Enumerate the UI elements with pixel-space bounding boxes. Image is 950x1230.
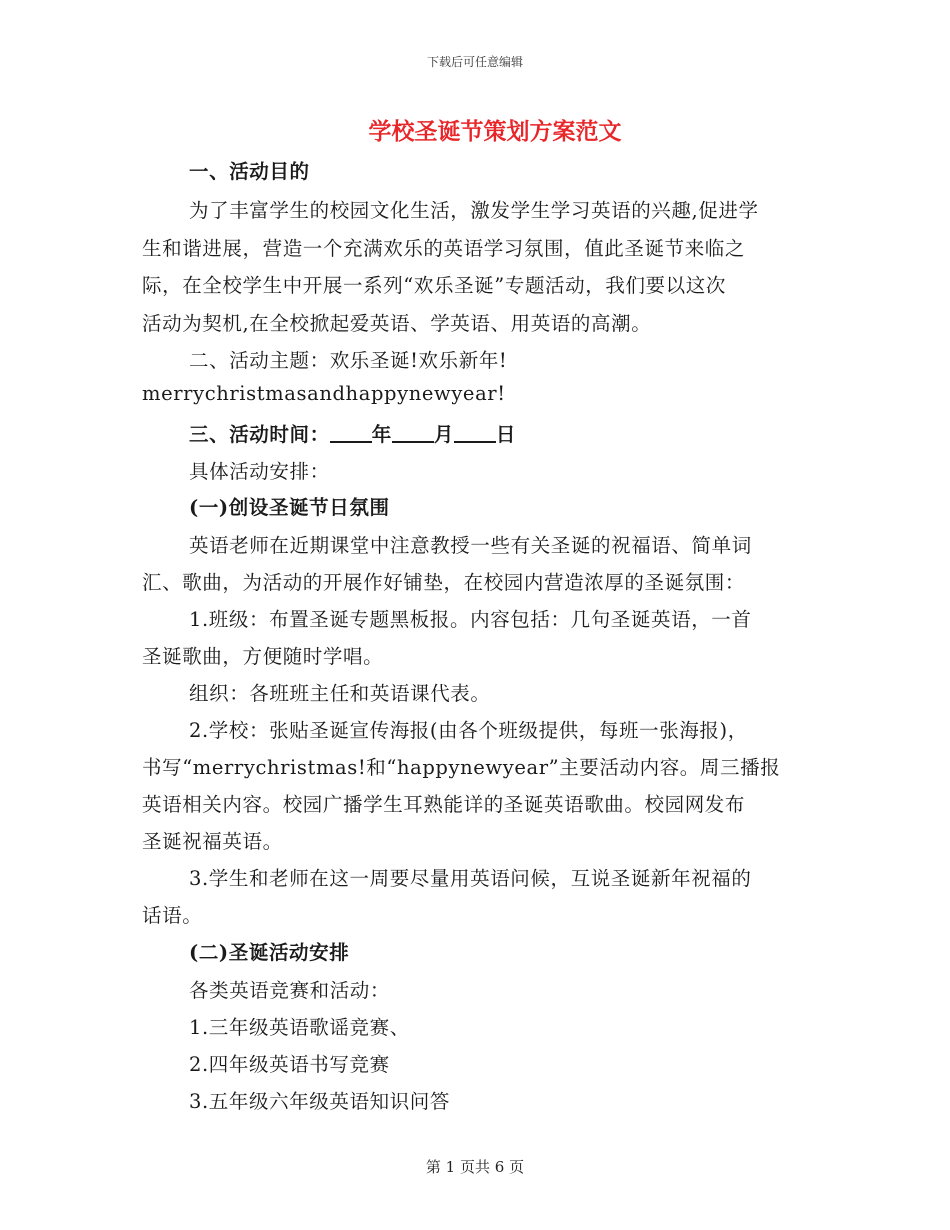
year-blank — [330, 423, 372, 443]
list-item: 1.班级：布置圣诞专题黑板报。内容包括：几句圣诞英语，一首 — [189, 608, 752, 631]
list-item: 3.五年级六年级英语知识问答 — [189, 1090, 451, 1113]
day-blank — [454, 423, 496, 443]
paragraph-line: 际，在全校学生中开展一系列“欢乐圣诞”专题活动，我们要以这次 — [142, 274, 726, 297]
theme-english: merrychristmasandhappynewyear! — [142, 382, 506, 405]
paragraph-line: 圣诞祝福英语。 — [142, 830, 283, 853]
paragraph-line: 英语相关内容。校园广播学生耳熟能详的圣诞英语歌曲。校园网发布 — [142, 793, 746, 816]
subsection-heading-activities: (二)圣诞活动安排 — [189, 941, 350, 964]
page-footer: 第 1 页共 6 页 — [425, 1158, 525, 1176]
paragraph-line: 生和谐进展，营造一个充满欢乐的英语学习氛围，值此圣诞节来临之 — [142, 237, 746, 260]
list-item: 2.学校：张贴圣诞宣传海报(由各个班级提供，每班一张海报)， — [189, 719, 748, 742]
list-item: 3.学生和老师在这一周要尽量用英语问候，互说圣诞新年祝福的 — [189, 867, 752, 890]
paragraph-line: 各类英语竞赛和活动： — [189, 979, 391, 1002]
subsection-heading-atmosphere: (一)创设圣诞节日氛围 — [189, 496, 390, 519]
time-label: 三、活动时间： — [189, 423, 330, 446]
header-note: 下载后可任意编辑 — [426, 55, 523, 69]
section-heading-purpose: 一、活动目的 — [189, 160, 310, 183]
month-label: 月 — [433, 423, 454, 446]
paragraph-line: 组织：各班班主任和英语课代表。 — [189, 682, 491, 705]
paragraph-line: 活动为契机,在全校掀起爱英语、学英语、用英语的高潮。 — [142, 312, 652, 335]
paragraph-line: 具体活动安排： — [189, 460, 330, 483]
paragraph-line: 为了丰富学生的校园文化生活，激发学生学习英语的兴趣,促进学 — [189, 199, 759, 222]
section-heading-time — [189, 419, 516, 447]
paragraph-line: 书写“merrychristmas!和“happynewyear”主要活动内容。周三播报 — [142, 756, 781, 779]
document-title: 学校圣诞节策划方案范文 — [368, 118, 622, 145]
day-label: 日 — [495, 423, 517, 446]
month-blank — [392, 423, 434, 443]
list-item: 2.四年级英语书写竞赛 — [189, 1053, 390, 1076]
paragraph-line: 圣诞歌曲，方便随时学唱。 — [142, 645, 384, 668]
year-label: 年 — [371, 423, 392, 446]
paragraph-line: 汇、歌曲，为活动的开展作好铺垫，在校园内营造浓厚的圣诞氛围： — [142, 571, 746, 594]
section-heading-theme: 二、活动主题：欢乐圣诞!欢乐新年! — [189, 349, 508, 372]
list-item: 1.三年级英语歌谣竞赛、 — [189, 1016, 410, 1039]
paragraph-line: 英语老师在近期课堂中注意教授一些有关圣诞的祝福语、简单词 — [189, 534, 752, 557]
paragraph-line: 话语。 — [142, 904, 203, 927]
